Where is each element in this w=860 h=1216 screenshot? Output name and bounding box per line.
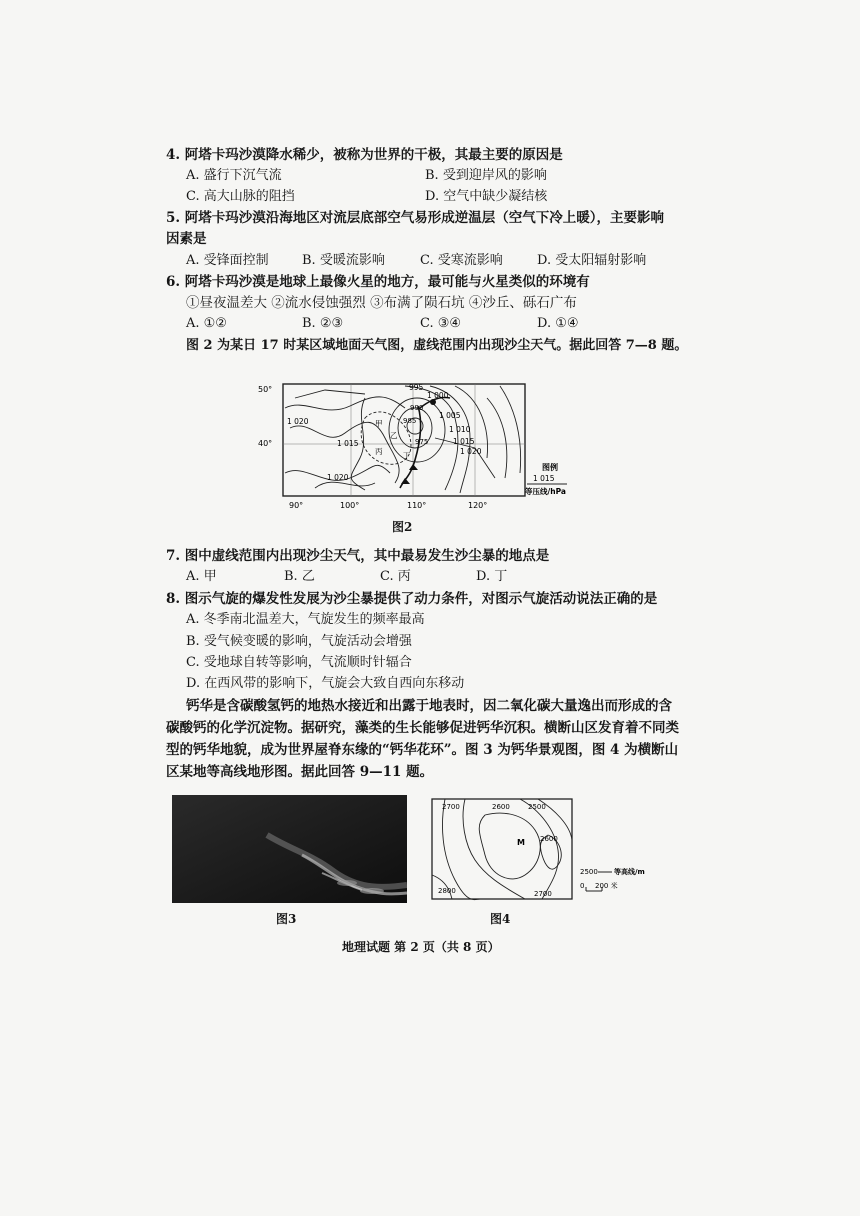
point-ding: 丁 bbox=[403, 451, 411, 460]
q8-option-b: B. 受气候变暖的影响，气旋活动会增强 bbox=[186, 634, 412, 649]
point-bing: 丙 bbox=[375, 447, 383, 456]
q6-option-c: C. ③④ bbox=[420, 316, 462, 331]
lat-label-50: 50° bbox=[258, 385, 273, 394]
contour-label: 2600 bbox=[540, 835, 558, 843]
contour-label: 2800 bbox=[438, 887, 456, 895]
q4-stem: 4. 阿塔卡玛沙漠降水稀少，被称为世界的干极，其最主要的原因是 bbox=[166, 147, 563, 163]
legend-value: 1 015 bbox=[533, 474, 555, 483]
figure-3-travertine-photo bbox=[172, 795, 407, 903]
q4-option-c: C. 高大山脉的阻挡 bbox=[186, 189, 295, 204]
isobar-label: 1 020 bbox=[460, 447, 482, 456]
q4-option-a: A. 盛行下沉气流 bbox=[186, 168, 282, 183]
isobar-label: 985 bbox=[403, 417, 417, 425]
q6-items: ①昼夜温差大 ②流水侵蚀强烈 ③布满了陨石坑 ④沙丘、砾石广布 bbox=[186, 295, 577, 311]
lon-label-90: 90° bbox=[289, 501, 304, 510]
legend-contour-value: 2500 bbox=[580, 868, 598, 876]
q6-option-b: B. ②③ bbox=[302, 316, 344, 331]
point-m: M bbox=[517, 838, 525, 847]
legend-contour-label: 等高线/m bbox=[614, 868, 645, 876]
isobar-label: 995 bbox=[409, 383, 424, 392]
intro-9-11-line2: 碳酸钙的化学沉淀物。据研究，藻类的生长能够促进钙华沉积。横断山区发育着不同类 bbox=[166, 720, 679, 736]
legend-title: 图例 bbox=[542, 463, 558, 472]
q7-option-a: A. 甲 bbox=[186, 569, 217, 584]
q5-option-c: C. 受寒流影响 bbox=[420, 253, 503, 268]
q5-stem-line2: 因素是 bbox=[166, 231, 207, 247]
scale-zero: 0 bbox=[580, 882, 585, 890]
figure-4-caption: 图4 bbox=[490, 912, 511, 926]
q8-option-d: D. 在西风带的影响下，气旋会大致自西向东移动 bbox=[186, 676, 465, 691]
figure-3-caption: 图3 bbox=[276, 912, 297, 926]
intro-9-11-line3: 型的钙华地貌，成为世界屋脊东缘的“钙华花环”。图 3 为钙华景观图，图 4 为横断山 bbox=[166, 742, 679, 758]
q7-option-c: C. 丙 bbox=[380, 569, 411, 584]
contour-label: 2700 bbox=[534, 890, 552, 898]
q7-stem: 7. 图中虚线范围内出现沙尘天气，其中最易发生沙尘暴的地点是 bbox=[166, 548, 550, 564]
lon-label-120: 120° bbox=[468, 501, 488, 510]
isobar-label: 990 bbox=[410, 404, 424, 412]
point-yi: 乙 bbox=[390, 431, 398, 440]
figure-2-weather-map bbox=[255, 378, 600, 513]
q8-option-a: A. 冬季南北温差大，气旋发生的频率最高 bbox=[186, 612, 425, 627]
contour-label: 2700 bbox=[442, 803, 460, 811]
q4-option-d: D. 空气中缺少凝结核 bbox=[425, 189, 548, 204]
isobar-label: 1 000 bbox=[427, 391, 449, 400]
isobar-label: 1 005 bbox=[439, 411, 461, 420]
scale-label: 200 米 bbox=[595, 882, 618, 890]
isobar-label: 1 010 bbox=[449, 425, 471, 434]
intro-7-8: 图 2 为某日 17 时某区域地面天气图，虚线范围内出现沙尘天气。据此回答 7—8 题。 bbox=[186, 338, 688, 353]
q6-option-a: A. ①② bbox=[186, 316, 227, 331]
figure-4-contour-map bbox=[430, 795, 670, 905]
q4-option-b: B. 受到迎岸风的影响 bbox=[425, 168, 547, 183]
q6-option-d: D. ①④ bbox=[537, 316, 579, 331]
q5-option-d: D. 受太阳辐射影响 bbox=[537, 253, 647, 268]
page-footer: 地理试题 第 2 页（共 8 页） bbox=[342, 940, 500, 954]
isobar-label: 1 020 bbox=[327, 473, 349, 482]
isobar-label: 1 015 bbox=[337, 439, 359, 448]
q7-option-b: B. 乙 bbox=[284, 569, 315, 584]
contour-label: 2600 bbox=[492, 803, 510, 811]
q8-option-c: C. 受地球自转等影响，气流顺时针辐合 bbox=[186, 655, 412, 670]
figure-2-caption: 图2 bbox=[392, 520, 413, 534]
intro-9-11-line1: 钙华是含碳酸氢钙的地热水接近和出露于地表时，因二氧化碳大量逸出而形成的含 bbox=[186, 698, 672, 714]
lon-label-100: 100° bbox=[340, 501, 360, 510]
isobar-label: 1 020 bbox=[287, 417, 309, 426]
q5-stem-line1: 5. 阿塔卡玛沙漠沿海地区对流层底部空气易形成逆温层（空气下冷上暖），主要影响 bbox=[166, 210, 665, 226]
q7-option-d: D. 丁 bbox=[476, 569, 508, 584]
lat-label-40: 40° bbox=[258, 439, 273, 448]
lon-label-110: 110° bbox=[407, 501, 427, 510]
contour-label: 2500 bbox=[528, 803, 546, 811]
isobar-label: 975 bbox=[415, 438, 429, 446]
isobar-label: 1 015 bbox=[453, 437, 475, 446]
q5-option-b: B. 受暖流影响 bbox=[302, 253, 385, 268]
intro-9-11-line4: 区某地等高线地形图。据此回答 9—11 题。 bbox=[166, 764, 434, 780]
q6-stem: 6. 阿塔卡玛沙漠是地球上最像火星的地方，最可能与火星类似的环境有 bbox=[166, 274, 590, 290]
q8-stem: 8. 图示气旋的爆发性发展为沙尘暴提供了动力条件，对图示气旋活动说法正确的是 bbox=[166, 591, 658, 607]
point-jia: 甲 bbox=[375, 419, 383, 428]
legend-label: 等压线/hPa bbox=[525, 487, 566, 496]
q5-option-a: A. 受锋面控制 bbox=[186, 253, 269, 268]
